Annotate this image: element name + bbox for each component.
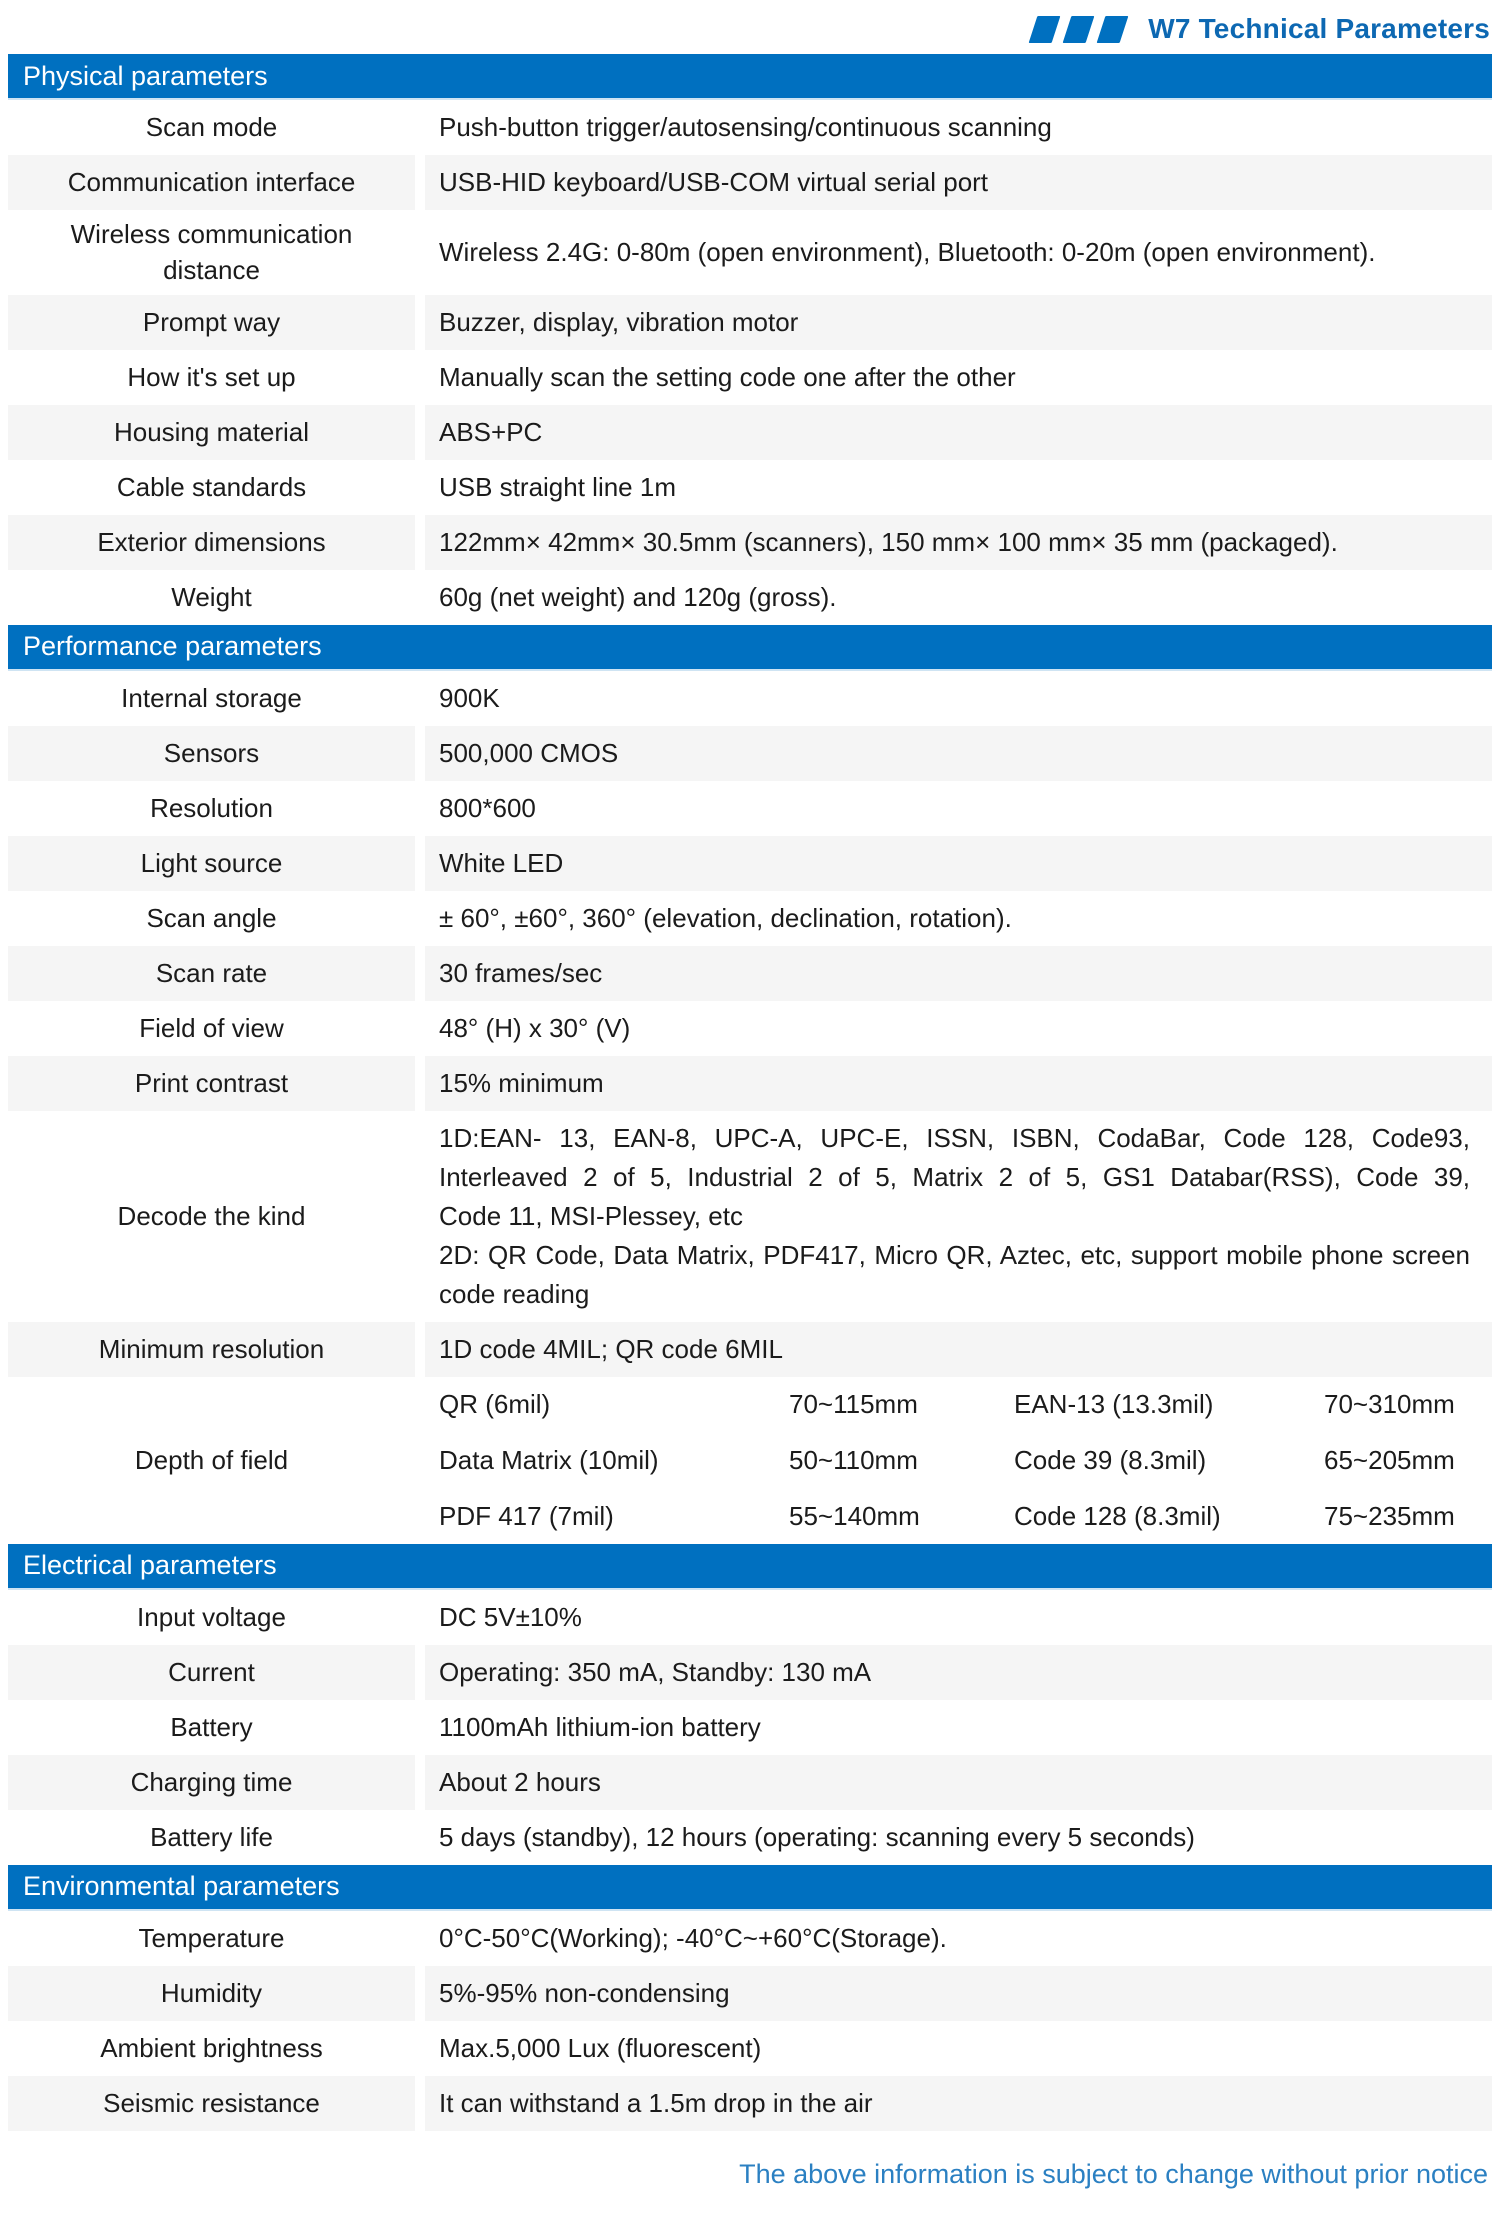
row-value: 15% minimum bbox=[425, 1056, 1492, 1111]
row-label: Charging time bbox=[8, 1755, 415, 1810]
row-label: Minimum resolution bbox=[8, 1322, 415, 1377]
section-header-electrical: Electrical parameters bbox=[8, 1544, 1492, 1590]
row-label: Housing material bbox=[8, 405, 415, 460]
table-row bbox=[8, 1966, 1492, 2021]
table-row bbox=[8, 781, 1492, 836]
table-row-decode-the-kind bbox=[8, 1111, 1492, 1322]
depth-1d-code-ranges bbox=[1324, 1385, 1470, 1536]
table-row bbox=[8, 100, 1492, 155]
row-value: ± 60°, ±60°, 360° (elevation, declination, rotation). bbox=[439, 902, 1012, 933]
row-label: Depth of field bbox=[134, 1445, 289, 1476]
row-value: ABS+PC bbox=[425, 405, 1492, 460]
depth-cell: 75~235mm bbox=[1324, 1500, 1455, 1531]
row-label: Battery life bbox=[150, 1822, 273, 1853]
decode-1d-extra-line: Code 11, MSI-Plessey, etc bbox=[439, 1200, 743, 1231]
table-row bbox=[8, 1755, 1492, 1810]
table-row bbox=[8, 2021, 1492, 2076]
table-row bbox=[8, 350, 1492, 405]
row-label: Scan rate bbox=[8, 946, 415, 1001]
table-row bbox=[8, 570, 1492, 625]
row-value: USB-HID keyboard/USB-COM virtual serial port bbox=[425, 155, 1492, 210]
row-value: 122mm× 42mm× 30.5mm (scanners), 150 mm× 100 mm× 35 mm (packaged). bbox=[425, 515, 1492, 570]
row-value: 5 days (standby), 12 hours (operating: scanning every 5 seconds) bbox=[439, 1821, 1195, 1852]
row-label: Wireless communication distance bbox=[70, 219, 353, 286]
row-label: Field of view bbox=[139, 1013, 284, 1044]
row-value: 1100mAh lithium-ion battery bbox=[439, 1711, 761, 1742]
row-value: Operating: 350 mA, Standby: 130 mA bbox=[425, 1645, 1492, 1700]
table-row bbox=[8, 671, 1492, 726]
section-electrical-parameters bbox=[8, 1544, 1492, 1865]
row-label: Internal storage bbox=[121, 683, 302, 714]
table-row bbox=[8, 891, 1492, 946]
row-label: Scan mode bbox=[145, 112, 278, 143]
page-title: W7 Technical Parameters bbox=[1148, 13, 1490, 44]
depth-cell: PDF 417 (7mil) bbox=[439, 1500, 614, 1531]
table-row bbox=[8, 726, 1492, 781]
table-row bbox=[8, 210, 1492, 295]
row-label: Seismic resistance bbox=[8, 2076, 415, 2131]
table-row bbox=[8, 1001, 1492, 1056]
depth-cell: 65~205mm bbox=[1324, 1444, 1455, 1475]
depth-2d-code-ranges bbox=[789, 1385, 1014, 1536]
row-value: About 2 hours bbox=[425, 1755, 1492, 1810]
row-label: Temperature bbox=[138, 1923, 285, 1954]
table-row-depth-of-field bbox=[8, 1377, 1492, 1544]
table-row bbox=[8, 1645, 1492, 1700]
row-label: Resolution bbox=[150, 793, 273, 824]
row-value: Manually scan the setting code one after the other bbox=[439, 361, 1016, 392]
row-label: Ambient brightness bbox=[100, 2033, 323, 2064]
row-value: DC 5V±10% bbox=[439, 1601, 582, 1632]
depth-cell: Code 39 (8.3mil) bbox=[1014, 1444, 1207, 1475]
row-label: Scan angle bbox=[146, 903, 277, 934]
row-label: Battery bbox=[170, 1712, 253, 1743]
row-value: 5%-95% non-condensing bbox=[425, 1966, 1492, 2021]
row-value: 48° (H) x 30° (V) bbox=[439, 1012, 631, 1043]
row-label: Sensors bbox=[8, 726, 415, 781]
row-value: Wireless 2.4G: 0-80m (open environment), Bluetooth: 0-20m (open environment). bbox=[439, 236, 1376, 267]
depth-2d-code-names bbox=[439, 1385, 789, 1536]
depth-cell: 50~110mm bbox=[789, 1444, 918, 1475]
row-value: 30 frames/sec bbox=[425, 946, 1492, 1001]
section-environmental-parameters bbox=[8, 1865, 1492, 2131]
row-label: Humidity bbox=[8, 1966, 415, 2021]
row-value: 1D code 4MIL; QR code 6MIL bbox=[425, 1322, 1492, 1377]
logo-bar-icon bbox=[1029, 16, 1061, 43]
row-label: Communication interface bbox=[8, 155, 415, 210]
row-value: USB straight line 1m bbox=[439, 471, 676, 502]
depth-cell: Code 128 (8.3mil) bbox=[1014, 1500, 1221, 1531]
table-row bbox=[8, 2076, 1492, 2131]
depth-1d-code-names bbox=[1014, 1385, 1324, 1536]
row-label: Exterior dimensions bbox=[8, 515, 415, 570]
depth-cell: 55~140mm bbox=[789, 1500, 920, 1531]
row-value: Buzzer, display, vibration motor bbox=[425, 295, 1492, 350]
logo-bar-icon bbox=[1097, 16, 1129, 43]
row-value: 800*600 bbox=[439, 792, 536, 823]
row-value: Max.5,000 Lux (fluorescent) bbox=[439, 2032, 762, 2063]
row-value: 60g (net weight) and 120g (gross). bbox=[439, 581, 837, 612]
table-row bbox=[8, 460, 1492, 515]
row-label: Current bbox=[8, 1645, 415, 1700]
table-row bbox=[8, 1810, 1492, 1865]
row-label: Prompt way bbox=[8, 295, 415, 350]
table-row bbox=[8, 1700, 1492, 1755]
depth-cell: QR (6mil) bbox=[439, 1388, 551, 1419]
depth-cell: 70~115mm bbox=[789, 1388, 918, 1419]
depth-cell: Data Matrix (10mil) bbox=[439, 1444, 659, 1475]
row-value-depth-of-field bbox=[425, 1377, 1492, 1544]
section-performance-parameters bbox=[8, 625, 1492, 1544]
table-row bbox=[8, 1911, 1492, 1966]
depth-of-field-grid bbox=[439, 1385, 1470, 1536]
decode-1d-line: 1D:EAN- 13, EAN-8, UPC-A, UPC-E, ISSN, ISBN, CodaBar, Code 128, Code93, Interleaved 2 of 5, Industrial 2 of 5, Matrix 2 of 5, GS1 Databar(RSS), Code 39, bbox=[439, 1122, 1470, 1192]
table-row bbox=[8, 1590, 1492, 1645]
depth-cell: EAN-13 (13.3mil) bbox=[1014, 1388, 1214, 1419]
table-row bbox=[8, 1056, 1492, 1111]
table-row bbox=[8, 515, 1492, 570]
table-row bbox=[8, 946, 1492, 1001]
section-header-environmental: Environmental parameters bbox=[8, 1865, 1492, 1911]
row-label: Decode the kind bbox=[117, 1201, 306, 1232]
row-value: 900K bbox=[439, 682, 500, 713]
row-value: 0°C-50°C(Working); -40°C~+60°C(Storage). bbox=[439, 1922, 947, 1953]
table-row bbox=[8, 155, 1492, 210]
logo-bar-icon bbox=[1063, 16, 1095, 43]
depth-cell: 70~310mm bbox=[1324, 1388, 1455, 1419]
table-row bbox=[8, 405, 1492, 460]
decode-2d-line: 2D: QR Code, Data Matrix, PDF417, Micro QR, Aztec, etc, support mobile phone screen code reading bbox=[439, 1239, 1470, 1309]
page-header bbox=[8, 8, 1492, 50]
logo-bars-icon bbox=[1033, 16, 1124, 43]
row-label: Light source bbox=[8, 836, 415, 891]
table-row bbox=[8, 1322, 1492, 1377]
row-value: It can withstand a 1.5m drop in the air bbox=[425, 2076, 1492, 2131]
row-value: Push-button trigger/autosensing/continuous scanning bbox=[439, 112, 1052, 142]
row-value: White LED bbox=[425, 836, 1492, 891]
row-value: 500,000 CMOS bbox=[425, 726, 1492, 781]
row-label: Weight bbox=[171, 582, 252, 613]
row-label: How it's set up bbox=[127, 362, 296, 393]
row-label: Print contrast bbox=[8, 1056, 415, 1111]
section-header-performance: Performance parameters bbox=[8, 625, 1492, 671]
row-value-decode bbox=[425, 1111, 1492, 1322]
footer-disclaimer: The above information is subject to change without prior notice bbox=[739, 2158, 1488, 2189]
section-physical-parameters bbox=[8, 54, 1492, 625]
section-header-physical: Physical parameters bbox=[8, 54, 1492, 100]
row-label: Cable standards bbox=[116, 472, 307, 503]
table-row bbox=[8, 836, 1492, 891]
row-label: Input voltage bbox=[137, 1602, 286, 1633]
table-row bbox=[8, 295, 1492, 350]
